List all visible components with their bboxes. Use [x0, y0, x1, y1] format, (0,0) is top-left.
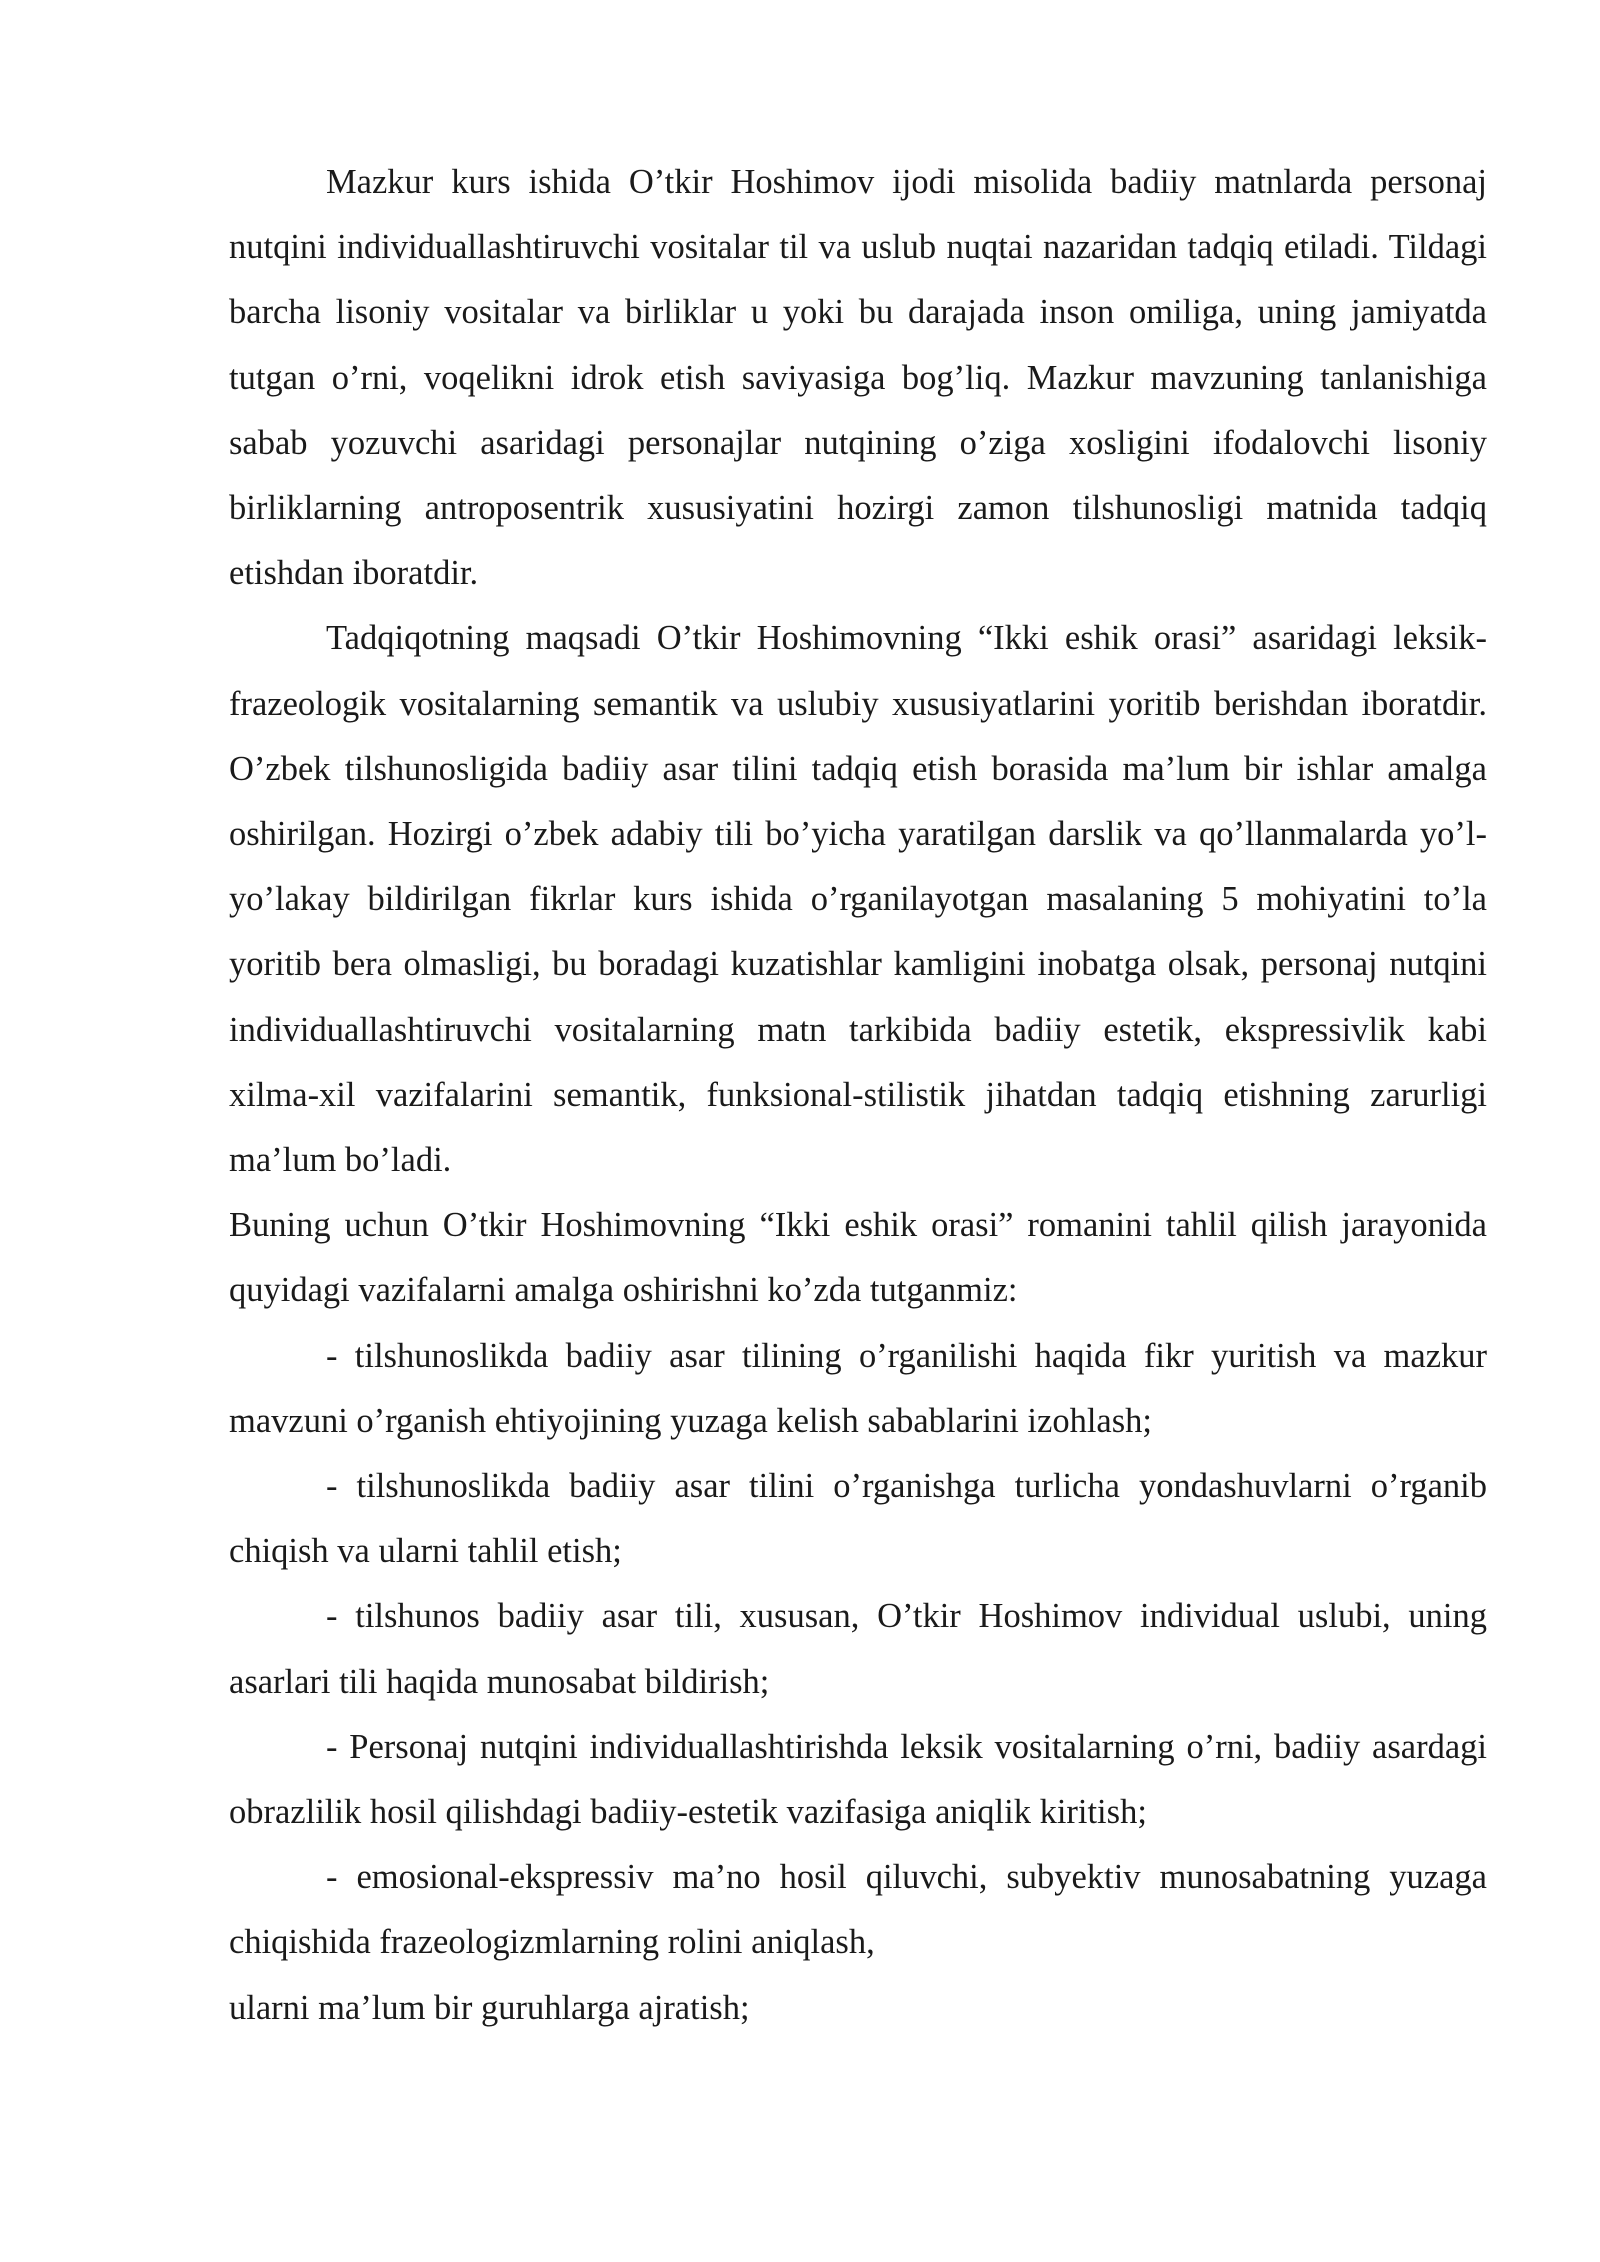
- list-item-task-2: - tilshunoslikda badiiy asar tilini o’rganishga turlicha yondashuvlarni o’rganib chiqish va ularni tahlil etish;: [229, 1467, 1487, 1571]
- document-page: [229, 150, 1487, 2041]
- list-item-task-4: - Personaj nutqini individuallashtirishda leksik vositalarning o’rni, badiiy asardagi obrazlilik hosil qilishdagi badiiy-estetik vazifasiga aniqlik kiritish;: [229, 1727, 1487, 1832]
- paragraph-intro: Mazkur kurs ishida O’tkir Hoshimov ijodi misolida badiiy matnlarda personaj nutqini individuallashtiruvchi vositalar til va uslub nuqtai nazaridan tadqiq etiladi. Tildagi barcha lisoniy vositalar va birliklar u yoki bu darajada inson omiliga, uning jamiyatda tutgan o’rni, voqelikni idrok etish saviyasiga bog’liq. Mazkur mavzuning tanlanishiga sabab yozuvchi asaridagi personajlar nutqining o’ziga xosligini ifodalovchi lisoniy birliklarning antroposentrik xususiyatini hozirgi zamon tilshunosligi matnida tadqiq etishdan iboratdir.: [229, 163, 1487, 593]
- paragraph-research-goal: Tadqiqotning maqsadi O’tkir Hoshimovning “Ikki eshik orasi” asaridagi leksik-frazeologik vositalarning semantik va uslubiy xususiyatlarini yoritib berishdan iboratdir. O’zbek tilshunosligida badiiy asar tilini tadqiq etish borasida ma’lum bir ishlar amalga oshirilgan. Hozirgi o’zbek adabiy tili bo’yicha yaratilgan darslik va qo’llanmalarda yo’l-yo’lakay bildirilgan fikrlar kurs ishida o’rganilayotgan masalaning 5 mohiyatini to’la yoritib bera olmasligi, bu boradagi kuzatishlar kamligini inobatga olsak, personaj nutqini individuallashtiruvchi vositalarning matn tarkibida badiiy estetik, ekspressivlik kabi xilma-xil vazifalarini semantik, funksional-stilistik jihatdan tadqiq etishning zarurligi ma’lum bo’ladi.: [229, 619, 1487, 1180]
- list-item-task-3: - tilshunos badiiy asar tili, xususan, O’tkir Hoshimov individual uslubi, uning asarlari tili haqida munosabat bildirish;: [229, 1597, 1487, 1701]
- list-item-task-5-continuation: ularni ma’lum bir guruhlarga ajratish;: [229, 1988, 750, 2027]
- paragraph-tasks-lead: Buning uchun O’tkir Hoshimovning “Ikki eshik orasi” romanini tahlil qilish jarayonida quyidagi vazifalarni amalga oshirishni ko’zda tutganmiz:: [229, 1206, 1487, 1310]
- list-item-task-1: - tilshunoslikda badiiy asar tilining o’rganilishi haqida fikr yuritish va mazkur mavzuni o’rganish ehtiyojining yuzaga kelish sabablarini izohlash;: [229, 1336, 1487, 1440]
- list-item-task-5: - emosional-ekspressiv ma’no hosil qiluvchi, subyektiv munosabatning yuzaga chiqishida frazeologizmlarning rolini aniqlash,: [229, 1858, 1487, 1962]
